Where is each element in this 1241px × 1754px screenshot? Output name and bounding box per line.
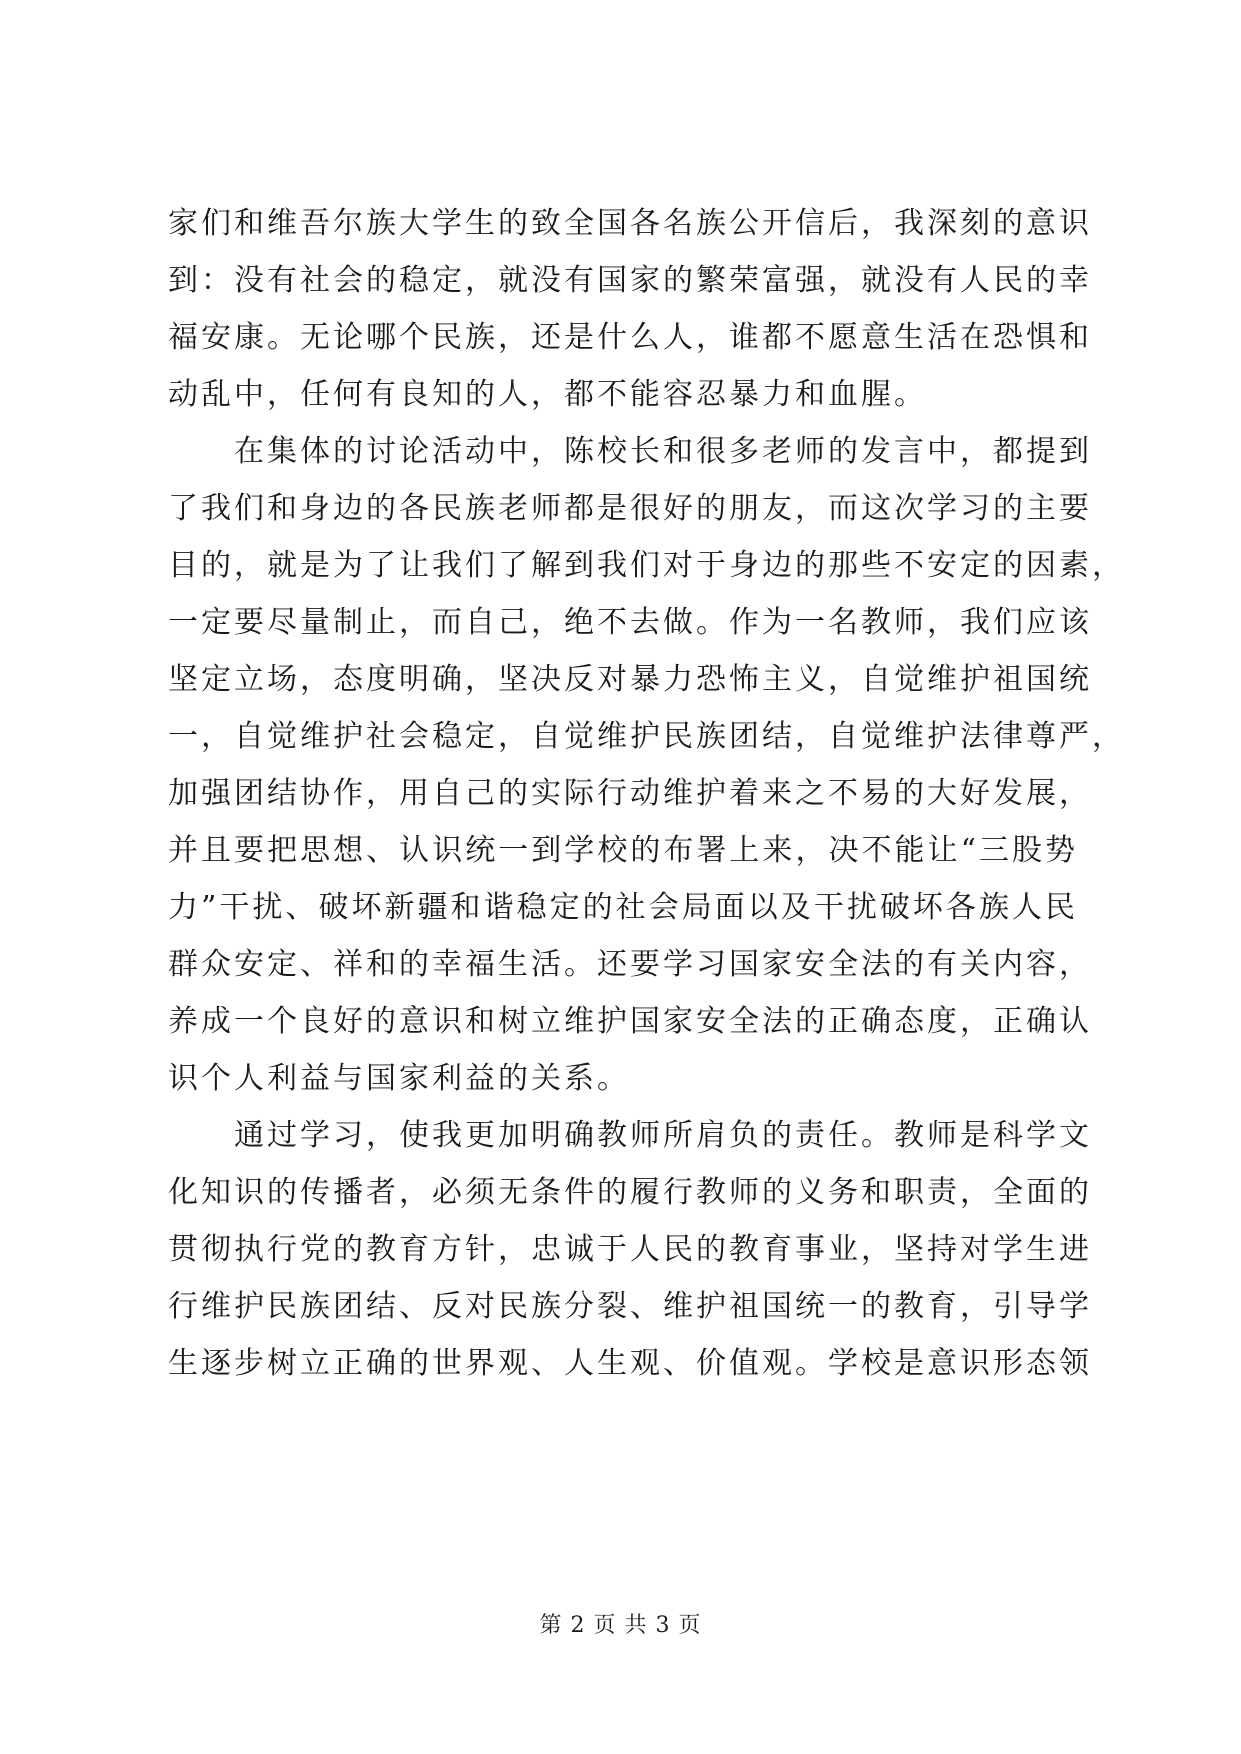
body-text-line: 并且要把思想、认识统一到学校的布署上来，决不能让“三股势 <box>168 833 1078 868</box>
body-text-line: 识个人利益与国家利益的关系。 <box>168 1061 630 1096</box>
page-number-footer: 第 2 页 共 3 页 <box>539 1613 702 1638</box>
body-text-line: 通过学习，使我更加明确教师所肩负的责任。教师是科学文 <box>168 1118 1092 1153</box>
body-text-line: 贯彻执行党的教育方针，忠诚于人民的教育事业，坚持对学生进 <box>168 1232 1092 1267</box>
body-text-line: 在集体的讨论活动中，陈校长和很多老师的发言中，都提到 <box>168 434 1092 469</box>
body-text-line: 力”干扰、破坏新疆和谐稳定的社会局面以及干扰破坏各族人民 <box>168 890 1078 925</box>
body-text-line: 行维护民族团结、反对民族分裂、维护祖国统一的教育，引导学 <box>168 1289 1092 1324</box>
body-text-line: 群众安定、祥和的幸福生活。还要学习国家安全法的有关内容， <box>168 947 1092 982</box>
body-text-line: 坚定立场，态度明确，坚决反对暴力恐怖主义，自觉维护祖国统 <box>168 662 1092 697</box>
body-text-line: 福安康。无论哪个民族，还是什么人，谁都不愿意生活在恐惧和 <box>168 320 1092 355</box>
body-text-line: 一定要尽量制止，而自己，绝不去做。作为一名教师，我们应该 <box>168 605 1092 640</box>
body-text-line: 动乱中，任何有良知的人，都不能容忍暴力和血腥。 <box>168 377 927 412</box>
body-text-line: 目的，就是为了让我们了解到我们对于身边的那些不安定的因素， <box>168 548 1125 583</box>
body-text-line: 一，自觉维护社会稳定，自觉维护民族团结，自觉维护法律尊严， <box>168 719 1125 754</box>
body-text-line: 养成一个良好的意识和树立维护国家安全法的正确态度，正确认 <box>168 1004 1092 1039</box>
body-text-line: 了我们和身边的各民族老师都是很好的朋友，而这次学习的主要 <box>168 491 1092 526</box>
body-text-line: 化知识的传播者，必须无条件的履行教师的义务和职责，全面的 <box>168 1175 1092 1210</box>
body-text-line: 生逐步树立正确的世界观、人生观、价值观。学校是意识形态领 <box>168 1346 1092 1381</box>
body-text-line: 加强团结协作，用自己的实际行动维护着来之不易的大好发展， <box>168 776 1092 811</box>
body-text-line: 到：没有社会的稳定，就没有国家的繁荣富强，就没有人民的幸 <box>168 263 1092 298</box>
body-text-line: 家们和维吾尔族大学生的致全国各名族公开信后，我深刻的意识 <box>168 206 1092 241</box>
